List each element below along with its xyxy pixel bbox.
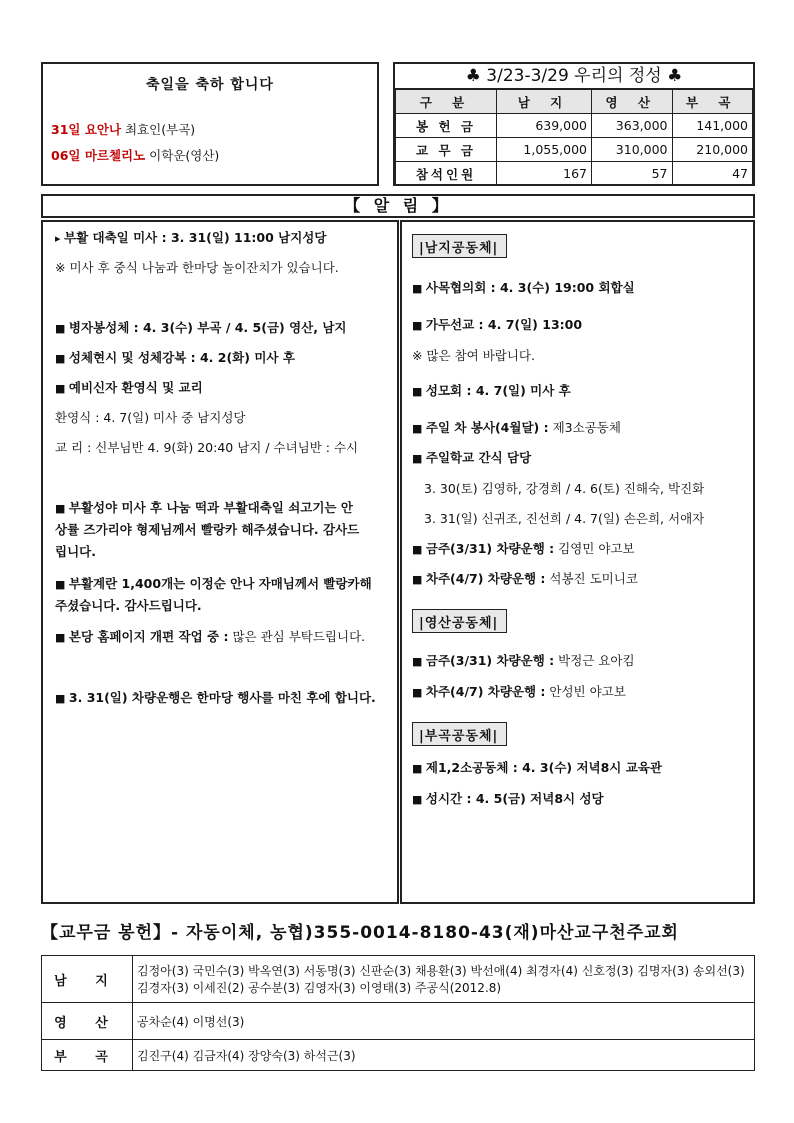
notice-item: ■ 제1,2소공동체 : 4. 3(수) 저녁8시 교육관 <box>412 758 662 779</box>
notice-item: 3. 31(일) 신귀조, 진선희 / 4. 7(일) 손은희, 서애자 <box>424 511 705 526</box>
feast-day-box <box>41 62 379 186</box>
feast-day-entry: 06일 마르첼리노 이학운(영산) <box>51 148 220 163</box>
offering-row <box>396 162 753 186</box>
offering-value: 1,055,000 <box>497 138 592 162</box>
community-group-label: |영산공동체| <box>412 609 507 633</box>
donation-table <box>41 955 755 1071</box>
notice-item: 환영식 : 4. 7(일) 미사 중 남지성당 <box>55 410 246 425</box>
notice-item: ※ 미사 후 중식 나눔과 한마당 놀이잔치가 있습니다. <box>55 260 339 275</box>
offering-header-cell: 영 산 <box>592 90 672 114</box>
community-group-label: |부곡공동체| <box>412 722 507 746</box>
offering-value: 47 <box>672 162 753 186</box>
notice-right-column <box>400 220 755 904</box>
offering-row-label: 참석인원 <box>396 162 497 186</box>
donation-row <box>42 1003 755 1040</box>
notice-item: 상률 즈가리야 형제님께서 빨랑카 해주셨습니다. 감사드 <box>55 522 360 537</box>
feast-day-title: 축일을 축하 합니다 <box>146 77 274 93</box>
notice-item: ■ 금주(3/31) 차량운행 : 박정근 요아킴 <box>412 651 635 672</box>
offering-header-cell: 남 지 <box>497 90 592 114</box>
notice-item: 립니다. <box>55 544 96 559</box>
offering-value: 363,000 <box>592 114 672 138</box>
offering-row <box>396 138 753 162</box>
notice-item: ■ 부활성야 미사 후 나눔 떡과 부활대축일 쇠고기는 안 <box>55 498 353 519</box>
offering-row-label: 교 무 금 <box>396 138 497 162</box>
notice-heading: 【 알 림 】 <box>41 194 755 218</box>
notice-item: ※ 많은 참여 바랍니다. <box>412 348 535 363</box>
offering-value: 141,000 <box>672 114 753 138</box>
donation-names: 김진구(4) 김금자(4) 장양숙(3) 하석근(3) <box>133 1040 755 1071</box>
notice-item: ■ 본당 홈페이지 개편 작업 중 : 많은 관심 부탁드립니다. <box>55 627 365 648</box>
notice-item: 3. 30(토) 김영하, 강경희 / 4. 6(토) 진해숙, 박진화 <box>424 481 705 496</box>
notice-item: ■ 성체현시 및 성체강복 : 4. 2(화) 미사 후 <box>55 348 295 369</box>
offering-title: ♣ 3/23-3/29 우리의 정성 ♣ <box>395 64 753 89</box>
donation-row-label: 영 산 <box>42 1003 133 1040</box>
donation-title: 【교무금 봉헌】- 자동이체, 농협)355-0014-8180-43(재)마산교구천주교회 <box>41 923 679 943</box>
offering-header-row <box>396 90 753 114</box>
community-group-label: |남지공동체| <box>412 234 507 258</box>
notice-item: ■ 차주(4/7) 차량운행 : 석봉진 도미니코 <box>412 569 638 590</box>
donation-row <box>42 1040 755 1071</box>
feast-day-entry: 31일 요안나 최효인(부곡) <box>51 122 196 137</box>
offering-value: 310,000 <box>592 138 672 162</box>
offering-row-label: 봉 헌 금 <box>396 114 497 138</box>
donation-names: 공차순(4) 이명선(3) <box>133 1003 755 1040</box>
notice-item: ■ 부활계란 1,400개는 이정순 안나 자매님께서 빨랑카해 <box>55 574 372 595</box>
notice-item: ■ 성시간 : 4. 5(금) 저녁8시 성당 <box>412 789 604 810</box>
notice-item: ■ 주일학교 간식 담당 <box>412 448 531 469</box>
offering-value: 167 <box>497 162 592 186</box>
offering-value: 639,000 <box>497 114 592 138</box>
notice-item: ■ 차주(4/7) 차량운행 : 안성빈 야고보 <box>412 682 626 703</box>
donation-row-label: 부 곡 <box>42 1040 133 1071</box>
notice-item: ■ 3. 31(일) 차량운행은 한마당 행사를 마친 후에 합니다. <box>55 688 376 709</box>
offering-header-cell: 구 분 <box>396 90 497 114</box>
notice-item: 교 리 : 신부님반 4. 9(화) 20:40 남지 / 수녀님반 : 수시 <box>55 440 359 455</box>
weekly-offering-box <box>393 62 755 186</box>
donation-names: 김정아(3) 국민수(3) 박옥연(3) 서동명(3) 신판순(3) 채용환(3) 박선애(4) 최경자(4) 신호정(3) 김명자(3) 송외선(3) 김경자(3) 이세진(2) 공수분(3) 김영자(3) 이영태(3) 주공식(2012.8) <box>133 956 755 1003</box>
offering-table <box>395 89 753 186</box>
notice-item: ■ 주일 차 봉사(4월달) : 제3소공동체 <box>412 418 621 439</box>
notice-item: ▸ 부활 대축일 미사 : 3. 31(일) 11:00 남지성당 <box>55 228 326 249</box>
donation-row-label: 남 지 <box>42 956 133 1003</box>
donation-row <box>42 956 755 1003</box>
notice-item: ■ 금주(3/31) 차량운행 : 김영민 야고보 <box>412 539 635 560</box>
offering-value: 210,000 <box>672 138 753 162</box>
notice-item: ■ 성모회 : 4. 7(일) 미사 후 <box>412 381 571 402</box>
notice-item: 주셨습니다. 감사드립니다. <box>55 598 202 613</box>
offering-value: 57 <box>592 162 672 186</box>
notice-item: ■ 가두선교 : 4. 7(일) 13:00 <box>412 315 582 336</box>
notice-item: ■ 예비신자 환영식 및 교리 <box>55 378 203 399</box>
notice-left-column <box>41 220 399 904</box>
notice-item: ■ 사목협의회 : 4. 3(수) 19:00 회합실 <box>412 278 635 299</box>
offering-header-cell: 부 곡 <box>672 90 753 114</box>
offering-row <box>396 114 753 138</box>
notice-item: ■ 병자봉성체 : 4. 3(수) 부곡 / 4. 5(금) 영산, 남지 <box>55 318 346 339</box>
